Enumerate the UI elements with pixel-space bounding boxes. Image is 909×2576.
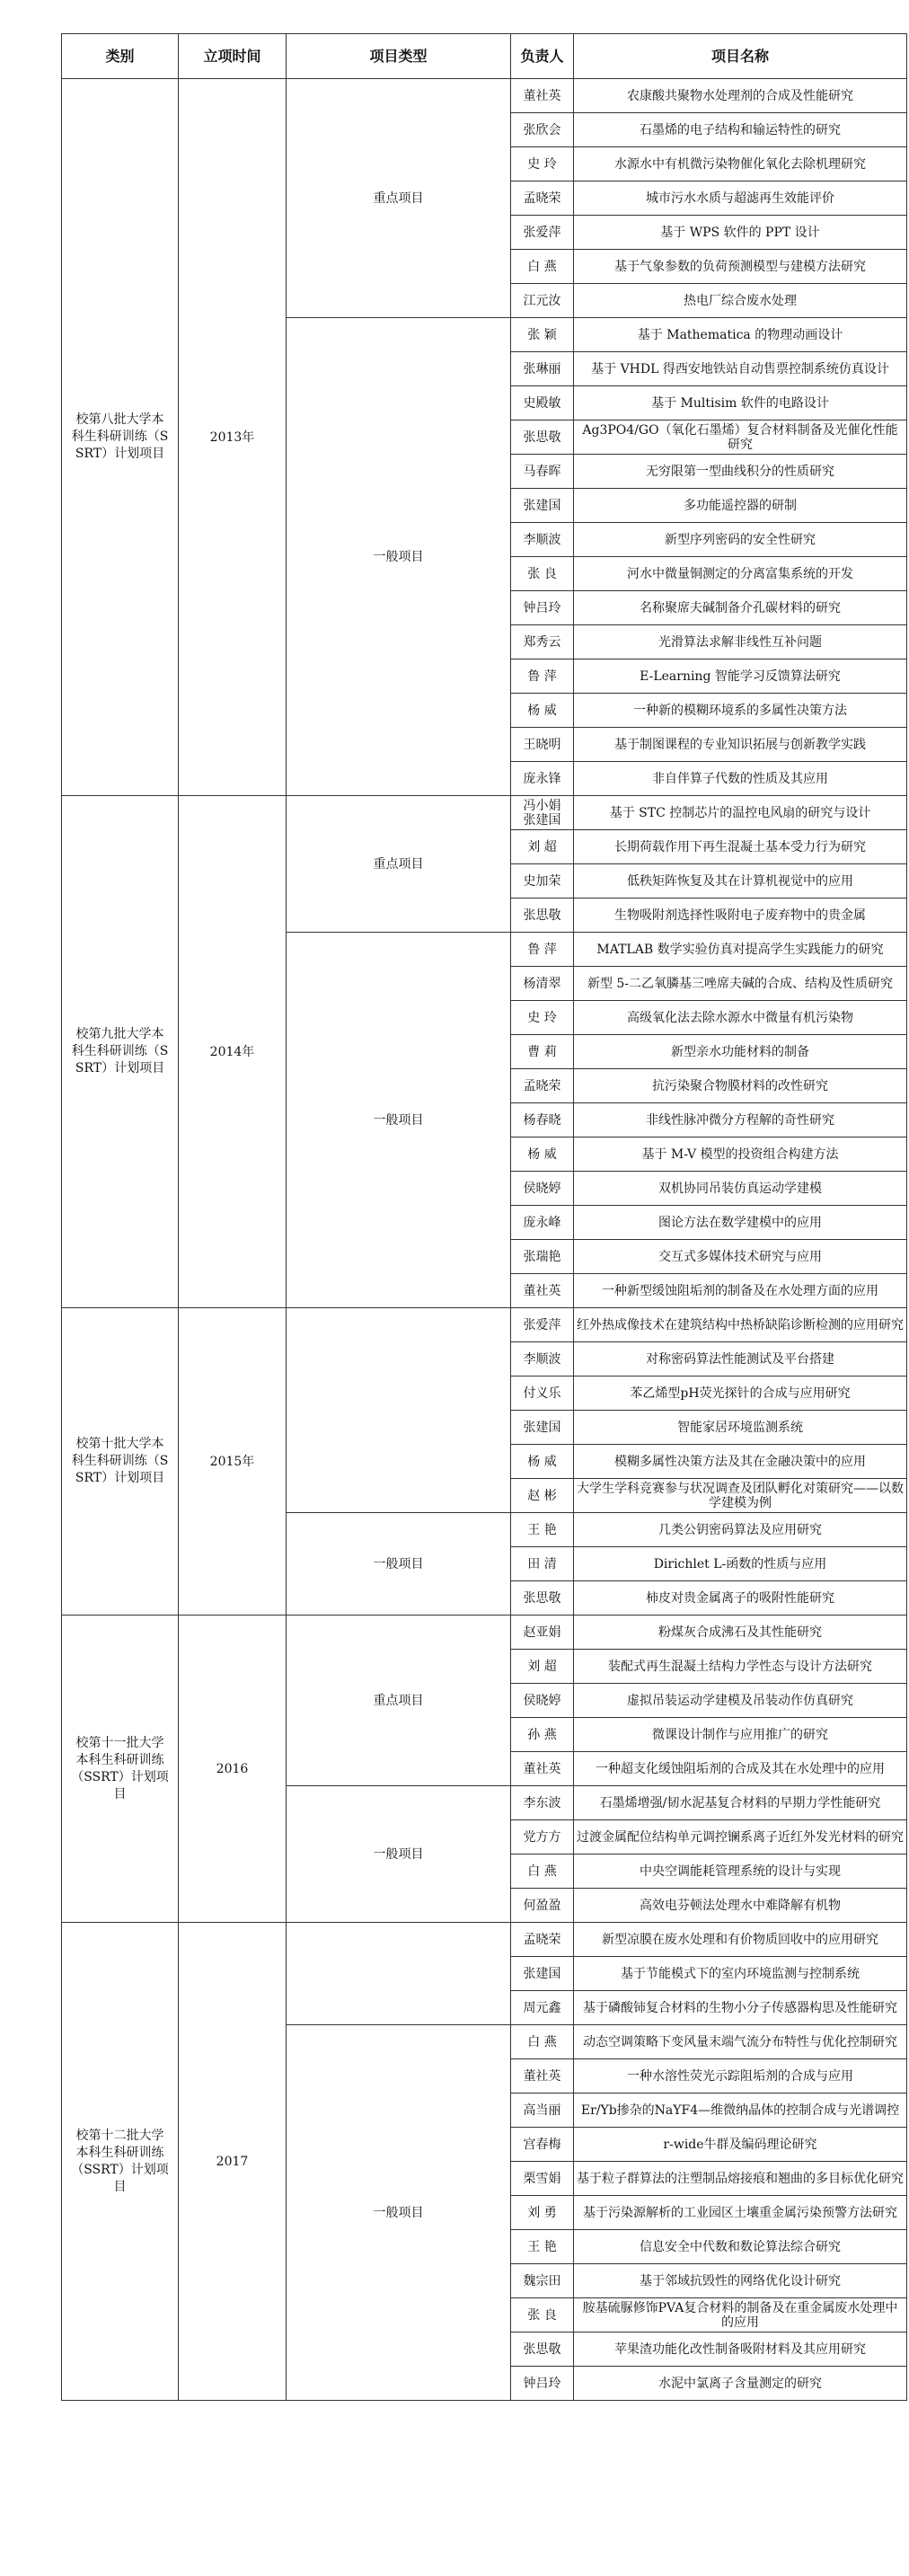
project-leader: 张建国 (511, 489, 574, 523)
project-name: 对称密码算法性能测试及平台搭建 (574, 1342, 907, 1377)
project-leader: 张 良 (511, 2298, 574, 2333)
project-name: 石墨烯的电子结构和输运特性的研究 (574, 113, 907, 147)
project-name: 基于 M-V 模型的投资组合构建方法 (574, 1138, 907, 1172)
project-name: 石墨烯增强/韧水泥基复合材料的早期力学性能研究 (574, 1786, 907, 1820)
batch-category: 校第九批大学本科生科研训练（SSRT）计划项目 (62, 796, 179, 1308)
project-name: Er/Yb掺杂的NaYF4—维微纳晶体的控制合成与光谱调控 (574, 2094, 907, 2128)
project-leader: 曹 莉 (511, 1035, 574, 1069)
project-leader: 孙 燕 (511, 1718, 574, 1752)
project-leader: 付义乐 (511, 1377, 574, 1411)
project-name: 苹果渣功能化改性制备吸附材料及其应用研究 (574, 2333, 907, 2367)
project-leader: 张爱萍 (511, 216, 574, 250)
project-name: 水泥中氯离子含量测定的研究 (574, 2367, 907, 2401)
project-leader: 杨清翠 (511, 967, 574, 1001)
project-name: 虚拟吊装运动学建模及吊装动作仿真研究 (574, 1684, 907, 1718)
project-leader: 孟晓荣 (511, 181, 574, 216)
project-name: 基于气象参数的负荷预测模型与建模方法研究 (574, 250, 907, 284)
project-leader: 白 燕 (511, 1855, 574, 1889)
project-leader: 栗雪娟 (511, 2162, 574, 2196)
project-type: 一般项目 (287, 1513, 511, 1616)
project-leader: 高当丽 (511, 2094, 574, 2128)
project-name: 胺基硫脲修饰PVA复合材料的制备及在重金属废水处理中的应用 (574, 2298, 907, 2333)
header-name: 项目名称 (574, 34, 907, 79)
project-leader: 董社英 (511, 1274, 574, 1308)
project-leader: 史 玲 (511, 147, 574, 181)
project-name: 基于 WPS 软件的 PPT 设计 (574, 216, 907, 250)
project-name: 农康酸共聚物水处理剂的合成及性能研究 (574, 79, 907, 113)
project-table-sheet (61, 33, 906, 2522)
project-name: r-wide牛群及编码理论研究 (574, 2128, 907, 2162)
table-row (62, 79, 907, 113)
project-name: 非线性脉冲微分方程解的奇性研究 (574, 1103, 907, 1138)
project-name: 基于 Multisim 软件的电路设计 (574, 386, 907, 420)
project-name: 长期荷载作用下再生混凝土基本受力行为研究 (574, 830, 907, 864)
table-row (62, 1923, 907, 1957)
project-name: 无穷限第一型曲线积分的性质研究 (574, 455, 907, 489)
project-leader: 马春晖 (511, 455, 574, 489)
batch-date: 2017 (179, 1923, 287, 2401)
project-leader: 何盈盈 (511, 1889, 574, 1923)
header-leader: 负责人 (511, 34, 574, 79)
project-name: 微课设计制作与应用推广的研究 (574, 1718, 907, 1752)
project-name: 智能家居环境监测系统 (574, 1411, 907, 1445)
project-leader: 史加荣 (511, 864, 574, 899)
project-leader: 刘 超 (511, 1650, 574, 1684)
project-leader: 董社英 (511, 79, 574, 113)
project-name: 河水中微量铜测定的分离富集系统的开发 (574, 557, 907, 591)
project-name: 名称聚席夫碱制备介孔碳材料的研究 (574, 591, 907, 625)
batch-category: 校第十一批大学本科生科研训练（SSRT）计划项目 (62, 1616, 179, 1923)
batch-category: 校第八批大学本科生科研训练（SSRT）计划项目 (62, 79, 179, 796)
header-date: 立项时间 (179, 34, 287, 79)
table-row (62, 1308, 907, 1342)
project-leader: 侯晓婷 (511, 1684, 574, 1718)
header-type: 项目类型 (287, 34, 511, 79)
project-name: 低秩矩阵恢复及其在计算机视觉中的应用 (574, 864, 907, 899)
project-name: 基于 VHDL 得西安地铁站自动售票控制系统仿真设计 (574, 352, 907, 386)
project-leader: 李东波 (511, 1786, 574, 1820)
project-name: 新型序列密码的安全性研究 (574, 523, 907, 557)
batch-date: 2016 (179, 1616, 287, 1923)
batch-category: 校第十批大学本科生科研训练（SSRT）计划项目 (62, 1308, 179, 1616)
project-leader: 张 良 (511, 557, 574, 591)
project-name: 非自伴算子代数的性质及其应用 (574, 762, 907, 796)
header-row (62, 34, 907, 79)
project-name: MATLAB 数学实验仿真对提高学生实践能力的研究 (574, 933, 907, 967)
project-name: 城市污水水质与超滤再生效能评价 (574, 181, 907, 216)
project-leader: 张瑞艳 (511, 1240, 574, 1274)
project-leader: 史殿敏 (511, 386, 574, 420)
project-leader: 张建国 (511, 1411, 574, 1445)
project-type: 重点项目 (287, 796, 511, 933)
project-name: 基于 STC 控制芯片的温控电风扇的研究与设计 (574, 796, 907, 830)
project-table (61, 33, 907, 2401)
project-leader: 张思敬 (511, 1581, 574, 1616)
project-name: 生物吸附剂选择性吸附电子废弃物中的贵金属 (574, 899, 907, 933)
project-leader: 魏宗田 (511, 2264, 574, 2298)
project-name: 中央空调能耗管理系统的设计与实现 (574, 1855, 907, 1889)
project-leader: 周元鑫 (511, 1991, 574, 2025)
table-body (62, 79, 907, 2401)
project-name: 一种新的模糊环境系的多属性决策方法 (574, 694, 907, 728)
project-leader: 宫春梅 (511, 2128, 574, 2162)
project-name: 红外热成像技术在建筑结构中热桥缺陷诊断检测的应用研究 (574, 1308, 907, 1342)
project-name: 基于污染源解析的工业园区土壤重金属污染预警方法研究 (574, 2196, 907, 2230)
project-leader: 白 燕 (511, 2025, 574, 2059)
project-name: 基于磷酸铈复合材料的生物小分子传感器构思及性能研究 (574, 1991, 907, 2025)
project-leader: 赵 彬 (511, 1479, 574, 1513)
batch-date: 2013年 (179, 79, 287, 796)
project-name: 苯乙烯型pH荧光探针的合成与应用研究 (574, 1377, 907, 1411)
project-name: Dirichlet L-函数的性质与应用 (574, 1547, 907, 1581)
project-leader: 杨春晓 (511, 1103, 574, 1138)
project-leader: 王晓明 (511, 728, 574, 762)
project-name: 图论方法在数学建模中的应用 (574, 1206, 907, 1240)
project-name: 大学生学科竞赛参与状况调查及团队孵化对策研究——以数学建模为例 (574, 1479, 907, 1513)
project-type: 一般项目 (287, 2025, 511, 2401)
project-leader: 江元汝 (511, 284, 574, 318)
project-name: 水源水中有机微污染物催化氧化去除机理研究 (574, 147, 907, 181)
project-name: 高效电芬顿法处理水中难降解有机物 (574, 1889, 907, 1923)
project-leader: 鲁 萍 (511, 659, 574, 694)
project-leader: 白 燕 (511, 250, 574, 284)
project-name: 交互式多媒体技术研究与应用 (574, 1240, 907, 1274)
project-leader: 赵亚娟 (511, 1616, 574, 1650)
project-leader: 郑秀云 (511, 625, 574, 659)
batch-date: 2015年 (179, 1308, 287, 1616)
project-leader: 孟晓荣 (511, 1923, 574, 1957)
project-type: 一般项目 (287, 1786, 511, 1923)
project-leader: 庞永峰 (511, 1206, 574, 1240)
table-row (62, 796, 907, 830)
project-leader: 党方方 (511, 1820, 574, 1855)
project-name: 柿皮对贵金属离子的吸附性能研究 (574, 1581, 907, 1616)
project-leader: 王 艳 (511, 1513, 574, 1547)
project-leader: 钟吕玲 (511, 2367, 574, 2401)
project-name: 模糊多属性决策方法及其在金融决策中的应用 (574, 1445, 907, 1479)
project-leader: 孟晓荣 (511, 1069, 574, 1103)
project-type (287, 1308, 511, 1513)
project-leader: 冯小娟 张建国 (511, 796, 574, 830)
project-name: E-Learning 智能学习反馈算法研究 (574, 659, 907, 694)
project-name: 动态空调策略下变风量末端气流分布特性与优化控制研究 (574, 2025, 907, 2059)
project-leader: 刘 勇 (511, 2196, 574, 2230)
project-leader: 李顺波 (511, 523, 574, 557)
project-leader: 张 颖 (511, 318, 574, 352)
project-leader: 王 艳 (511, 2230, 574, 2264)
project-name: 基于制图课程的专业知识拓展与创新教学实践 (574, 728, 907, 762)
project-type: 重点项目 (287, 79, 511, 318)
batch-category: 校第十二批大学本科生科研训练（SSRT）计划项目 (62, 1923, 179, 2401)
project-leader: 张思敬 (511, 2333, 574, 2367)
project-name: Ag3PO4/GO（氧化石墨烯）复合材料制备及光催化性能研究 (574, 420, 907, 455)
project-leader: 张建国 (511, 1957, 574, 1991)
project-leader: 董社英 (511, 2059, 574, 2094)
project-name: 一种超支化缓蚀阻垢剂的合成及其在水处理中的应用 (574, 1752, 907, 1786)
project-leader: 杨 威 (511, 1445, 574, 1479)
project-name: 装配式再生混凝土结构力学性态与设计方法研究 (574, 1650, 907, 1684)
project-type: 一般项目 (287, 318, 511, 796)
project-leader: 董社英 (511, 1752, 574, 1786)
project-name: 热电厂综合废水处理 (574, 284, 907, 318)
project-type: 重点项目 (287, 1616, 511, 1786)
project-name: 粉煤灰合成沸石及其性能研究 (574, 1616, 907, 1650)
project-leader: 李顺波 (511, 1342, 574, 1377)
project-name: 新型凉膜在废水处理和有价物质回收中的应用研究 (574, 1923, 907, 1957)
project-name: 基于邻域抗毁性的网络优化设计研究 (574, 2264, 907, 2298)
project-name: 基于粒子群算法的注塑制品熔接痕和翘曲的多目标优化研究 (574, 2162, 907, 2196)
project-name: 高级氧化法去除水源水中微量有机污染物 (574, 1001, 907, 1035)
project-type: 一般项目 (287, 933, 511, 1308)
project-name: 基于节能模式下的室内环境监测与控制系统 (574, 1957, 907, 1991)
project-name: 双机协同吊装仿真运动学建模 (574, 1172, 907, 1206)
project-leader: 刘 超 (511, 830, 574, 864)
batch-date: 2014年 (179, 796, 287, 1308)
project-name: 基于 Mathematica 的物理动画设计 (574, 318, 907, 352)
project-leader: 杨 威 (511, 1138, 574, 1172)
table-row (62, 1616, 907, 1650)
project-name: 光滑算法求解非线性互补问题 (574, 625, 907, 659)
project-leader: 杨 威 (511, 694, 574, 728)
project-name: 几类公钥密码算法及应用研究 (574, 1513, 907, 1547)
project-name: 抗污染聚合物膜材料的改性研究 (574, 1069, 907, 1103)
project-name: 一种新型缓蚀阻垢剂的制备及在水处理方面的应用 (574, 1274, 907, 1308)
project-leader: 张爱萍 (511, 1308, 574, 1342)
project-leader: 鲁 萍 (511, 933, 574, 967)
header-category: 类别 (62, 34, 179, 79)
project-leader: 张欣会 (511, 113, 574, 147)
project-type (287, 1923, 511, 2025)
project-leader: 张思敬 (511, 420, 574, 455)
project-leader: 张思敬 (511, 899, 574, 933)
project-name: 新型 5-二乙氧膦基三唑席夫碱的合成、结构及性质研究 (574, 967, 907, 1001)
project-leader: 田 清 (511, 1547, 574, 1581)
project-name: 新型亲水功能材料的制备 (574, 1035, 907, 1069)
project-name: 一种水溶性荧光示踪阻垢剂的合成与应用 (574, 2059, 907, 2094)
project-name: 过渡金属配位结构单元调控镧系离子近红外发光材料的研究 (574, 1820, 907, 1855)
project-leader: 侯晓婷 (511, 1172, 574, 1206)
project-leader: 史 玲 (511, 1001, 574, 1035)
project-leader: 庞永锋 (511, 762, 574, 796)
project-name: 信息安全中代数和数论算法综合研究 (574, 2230, 907, 2264)
project-leader: 钟吕玲 (511, 591, 574, 625)
project-name: 多功能遥控器的研制 (574, 489, 907, 523)
project-leader: 张琳丽 (511, 352, 574, 386)
